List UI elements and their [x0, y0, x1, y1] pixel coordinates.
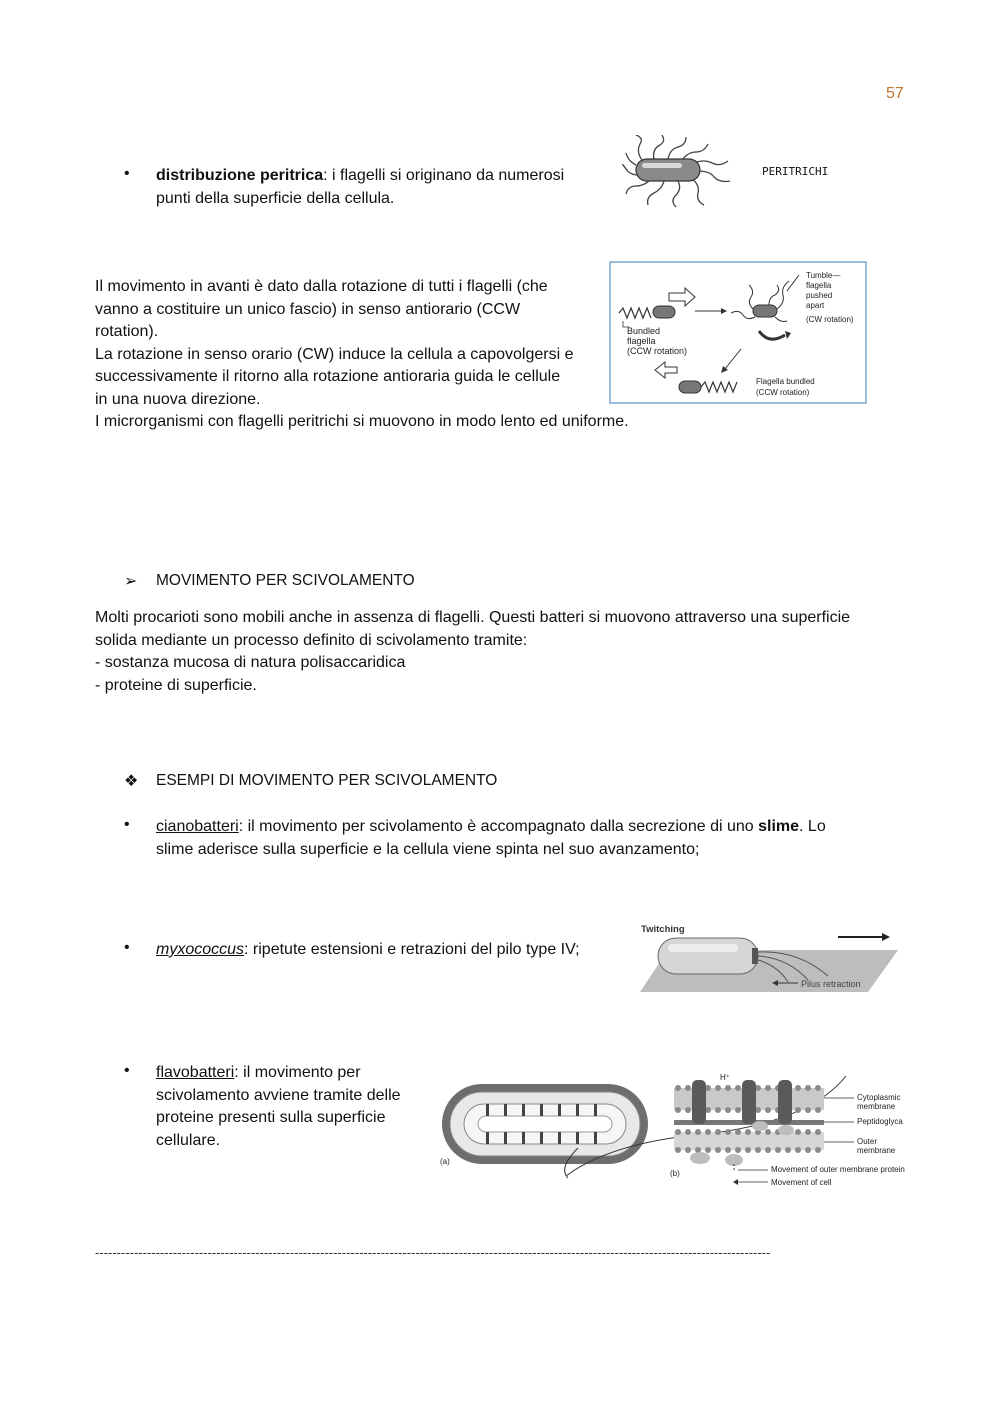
- examples-heading: ESEMPI DI MOVIMENTO PER SCIVOLAMENTO: [156, 772, 498, 789]
- tumble-label-4: apart: [806, 301, 825, 310]
- movement-line-3: rotation).: [95, 323, 159, 340]
- tumble-label-1: Tumble—: [806, 271, 841, 280]
- peritrichous-term: distribuzione peritrica: [156, 167, 324, 184]
- bundled-label-2: flagella: [627, 336, 656, 346]
- tumble-label-2: flagella: [806, 281, 832, 290]
- flavo-text-1: : il movimento per: [234, 1064, 361, 1081]
- bundled-label-3: (CCW rotation): [627, 346, 688, 356]
- pilus-retraction-label: Pilus retraction: [801, 979, 861, 989]
- cyano-term: cianobatteri: [156, 818, 239, 835]
- tumble-label-3: pushed: [806, 291, 833, 300]
- bullet-marker: •: [124, 816, 130, 833]
- bullet-marker: •: [124, 1062, 130, 1079]
- bullet-marker: •: [124, 939, 130, 956]
- peptidoglycan-label: Peptidoglyca: [857, 1117, 903, 1126]
- flavo-line-2: scivolamento avviene tramite delle: [156, 1086, 401, 1104]
- movement-line-1: Il movimento in avanti è dato dalla rotazione di tutti i flagelli (che: [95, 278, 548, 295]
- gliding-line-4: - proteine di superficie.: [95, 676, 257, 694]
- dashed-separator: ------------------------------------------------------------------------------------------------------------------------------------------------------------: [95, 1245, 771, 1260]
- gliding-line-1: Molti procarioti sono mobili anche in assenza di flagelli. Questi batteri si muovono attraverso una superficie: [95, 609, 851, 626]
- flavo-term: flavobatteri: [156, 1064, 235, 1081]
- gliding-machinery-diagram: [438, 1060, 910, 1192]
- peritrichous-paragraph: [156, 165, 596, 210]
- page-number: 57: [886, 85, 904, 102]
- bundled2-label-1: Flagella bundled: [756, 377, 815, 386]
- cyano-line-2: slime aderisce sulla superficie e la cellula viene spinta nel suo avanzamento;: [156, 840, 700, 858]
- peritrichous-text-line1: : i flagelli si originano da numerosi: [323, 167, 565, 184]
- diamond-bullet-icon: ❖: [124, 773, 139, 790]
- peritrichous-text-line2: punti della superficie della cellula.: [156, 189, 395, 207]
- peritrichous-bacterium-illustration: [622, 135, 742, 210]
- panel-b-label: (b): [670, 1169, 680, 1178]
- movement-paragraph: [95, 276, 695, 411]
- panel-a-label: (a): [440, 1157, 450, 1166]
- bundled2-label-2: (CCW rotation): [756, 388, 810, 397]
- proton-label: H⁺: [720, 1073, 730, 1082]
- cyto-label-1: Cytoplasmic: [857, 1093, 901, 1102]
- outer-label-2: membrane: [857, 1146, 896, 1155]
- movement-line-5: successivamente il ritorno alla rotazione antioraria guida le cellule: [95, 368, 561, 385]
- flavo-line-4: cellulare.: [156, 1131, 221, 1149]
- peritrichi-label: PERITRICHI: [762, 165, 829, 178]
- myxo-paragraph: [156, 939, 626, 962]
- move-outer-label: Movement of outer membrane protein: [771, 1165, 905, 1174]
- gliding-line-2: solida mediante un processo definito di scivolamento tramite:: [95, 631, 528, 649]
- gliding-paragraph: [95, 607, 925, 697]
- twitching-title: Twitching: [641, 924, 685, 935]
- move-cell-label: Movement of cell: [771, 1178, 832, 1187]
- movement-line-2: vanno a costituire un unico fascio) in senso antiorario (CCW: [95, 300, 521, 318]
- flavo-line-3: proteine presenti sulla superficie: [156, 1109, 386, 1126]
- flavo-paragraph: [156, 1062, 436, 1152]
- myxo-text: : ripetute estensioni e retrazioni del pilo type IV;: [244, 941, 580, 958]
- outer-label-1: Outer: [857, 1137, 878, 1146]
- arrow-bullet-icon: ➢: [124, 573, 138, 590]
- bundled-label-1: Bundled: [627, 326, 661, 336]
- cyano-paragraph: [156, 816, 916, 861]
- cyto-label-2: membrane: [857, 1102, 896, 1111]
- cyano-text-b: . Lo: [799, 818, 826, 835]
- movement-line-7: I microrganismi con flagelli peritrichi si muovono in modo lento ed uniforme.: [95, 413, 629, 430]
- movement-line-4: La rotazione in senso orario (CW) induce la cellula a capovolgersi e: [95, 345, 574, 363]
- gliding-heading: MOVIMENTO PER SCIVOLAMENTO: [156, 572, 415, 589]
- cyano-text-a: : il movimento per scivolamento è accompagnato dalla secrezione di uno: [238, 818, 759, 835]
- myxo-term: myxococcus: [156, 941, 245, 958]
- bullet-marker: •: [124, 165, 130, 182]
- twitching-diagram: [638, 920, 900, 996]
- gliding-line-3: - sostanza mucosa di natura polisaccaridica: [95, 654, 406, 671]
- run-tumble-diagram: [609, 261, 867, 404]
- tumble-label-5: (CW rotation): [806, 315, 854, 324]
- cyano-slime: slime: [758, 818, 800, 835]
- movement-line-6: in una nuova direzione.: [95, 390, 261, 408]
